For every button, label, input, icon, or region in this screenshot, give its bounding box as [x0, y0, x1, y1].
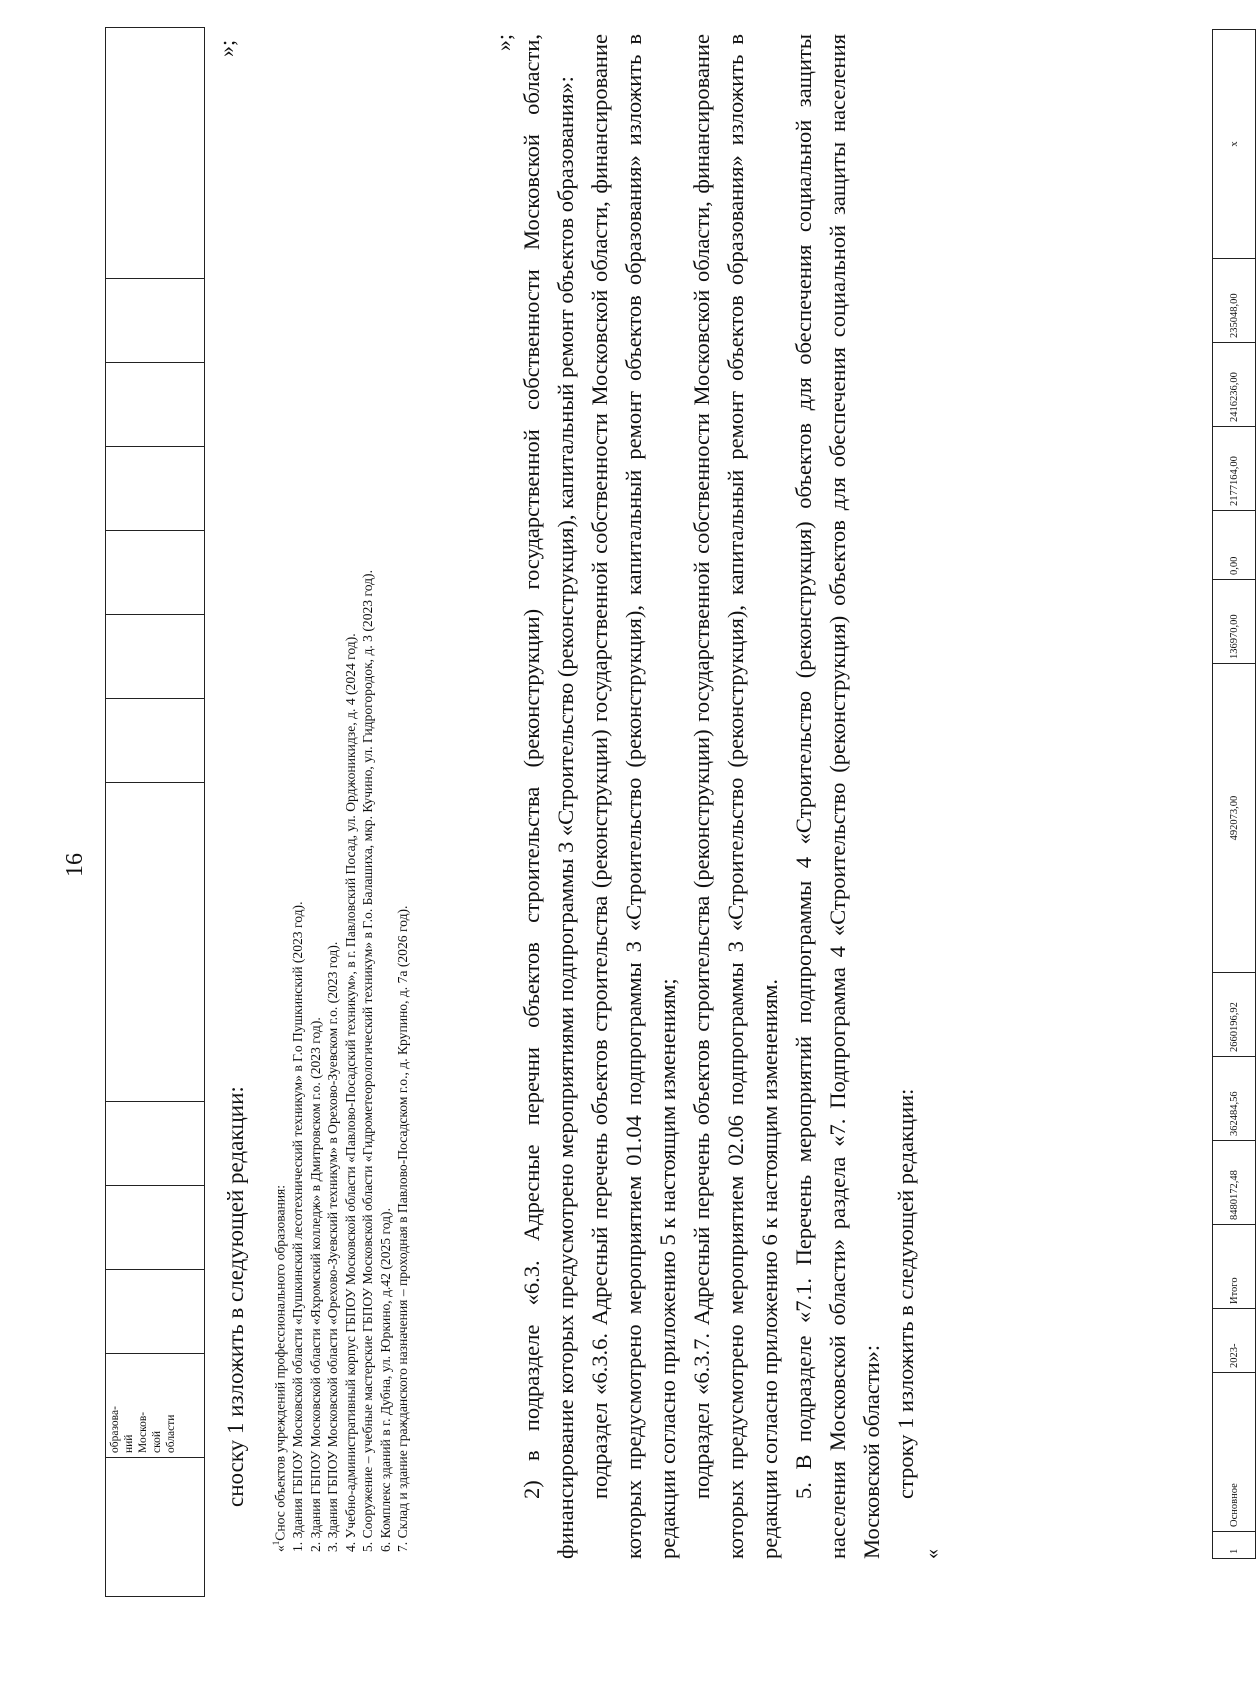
edu-cell-line: образова- [109, 1406, 121, 1453]
paragraph: строку 1 изложить в следующей редакции: [893, 1088, 918, 1499]
edu-cell-line: ской [151, 1430, 163, 1453]
table-cell [106, 363, 205, 447]
table-cell: 1 [1213, 1532, 1256, 1559]
footnote-heading-text: Снос объектов учреждений профессионального образования: [272, 1184, 288, 1541]
footnote-item: 7. Склад и здание гражданского назначения – проходная в Павлово-Посадском г.о., д. Крупино, д. 7а (2026 год). [395, 905, 411, 1552]
table-cell [106, 1458, 205, 1597]
edu-cell-line: области [165, 1414, 177, 1453]
table-cell: 2023- [1213, 1309, 1256, 1373]
paragraph: 2) в подразделе «6.3. Адресные перечни объектов строительства (реконструкции) государственной собственности Московской области, финансирование которых предусмотрено мероприятиями подпрограммы 3 «Строительство (реконструкция), капитальный ремонт объектов образования»: [519, 34, 578, 1559]
table-cell: 136970,00 [1213, 580, 1256, 664]
row-table [1212, 29, 1256, 1559]
table-cell: 492073,00 [1213, 664, 1256, 973]
paragraph: подраздел «6.3.7. Адресный перечень объектов строительства (реконструкции) государственной собственности Московской области, финансирование которых предусмотрено мероприятием 02.06 подпрограммы 3 «Строительство (реконструкция), капитальный ремонт объектов образования» изложить в редакции согласно приложению 6 к настоящим изменениям. [689, 34, 782, 1559]
table-cell [106, 1270, 205, 1354]
footnote-item: 2. Здания ГБПОУ Московской области «Яхромский колледж» в Дмитровском г.о. (2023 год). [307, 1017, 323, 1552]
open-quote: « [921, 1549, 943, 1559]
footnote-heading [268, 32, 289, 1552]
paragraph: подраздел «6.3.6. Адресный перечень объектов строительства (реконструкции) государственной собственности Московской области, финансирование которых предусмотрено мероприятием 01.04 подпрограммы 3 «Строительство (реконструкция), капитальный ремонт объектов образования» изложить в редакции согласно приложению 5 к настоящим изменениям; [587, 34, 680, 1559]
table-cell [106, 531, 205, 615]
table-cell: 2660196,92 [1213, 973, 1256, 1057]
edu-cell [106, 1354, 205, 1458]
table-cell: Основное [1213, 1373, 1256, 1532]
edu-cell-line: Москов- [137, 1411, 149, 1453]
continued-table-row [105, 27, 205, 1597]
table-cell: 8480172,48 [1213, 1141, 1256, 1225]
table-cell [106, 1186, 205, 1270]
table-cell [106, 615, 205, 699]
footnote-closing: »; [491, 34, 516, 52]
table-cell [106, 28, 205, 279]
table-cell: Итого [1213, 1225, 1256, 1309]
table-cell [106, 279, 205, 363]
footnote-open-quote: « [272, 1545, 288, 1552]
table-cell [106, 783, 205, 1102]
footnote-item: 5. Сооружение – учебные мастерские ГБПОУ Московской области «Гидрометеорологический техникум» в Г.о. Балашиха, мкр. Кучино, ул. Гидрогородок, д. 3 (2023 год). [360, 570, 376, 1552]
footnote-item: 6. Комплекс зданий в г. Дубна, ул. Юркино, д.42 (2025 год). [377, 1208, 393, 1552]
table-cell: х [1213, 30, 1256, 259]
page-number: 16 [62, 853, 88, 877]
table-cell: 2416236,00 [1213, 343, 1256, 427]
footnote-intro: сноску 1 изложить в следующей редакции: [223, 1086, 248, 1507]
paragraph: 5. В подразделе «7.1. Перечень мероприятий подпрограммы 4 «Строительство (реконструкция) объектов для обеспечения социальной защиты населения Московской области» раздела «7. Подпрограмма 4 «Строительство (реконструкция) объектов для обеспечения социальной защиты населения Московской области»: [791, 34, 884, 1559]
table-cell [106, 1102, 205, 1186]
edu-cell-line: ний [123, 1434, 135, 1453]
table-cell [106, 699, 205, 783]
footnote-item: 3. Здания ГБПОУ Московской области «Орехово-Зуевский техникум» в Орехово-Зуевском г.о. (2023 год). [325, 941, 341, 1552]
footnote-block [268, 32, 412, 1552]
table-cell [106, 447, 205, 531]
table-cell: 0,00 [1213, 511, 1256, 580]
table-cell: 2177164,00 [1213, 427, 1256, 511]
table-cell: 235048,00 [1213, 259, 1256, 343]
footnote-item: 1. Здания ГБПОУ Московской области «Пушкинский лесотехнический техникум» в Г.о Пушкинский (2023 год). [290, 901, 306, 1552]
table-cell: 362484,56 [1213, 1057, 1256, 1141]
footnote-item: 4. Учебно-административный корпус ГБПОУ Московской области «Павлово-Посадский техникум», в г. Павловский Посад, ул. Орджоникидзе, д. 4 (2024 год). [342, 633, 358, 1552]
closing-marks: »; [214, 39, 239, 57]
body-text [491, 34, 943, 1559]
footnote-sup: 1 [271, 1540, 281, 1546]
